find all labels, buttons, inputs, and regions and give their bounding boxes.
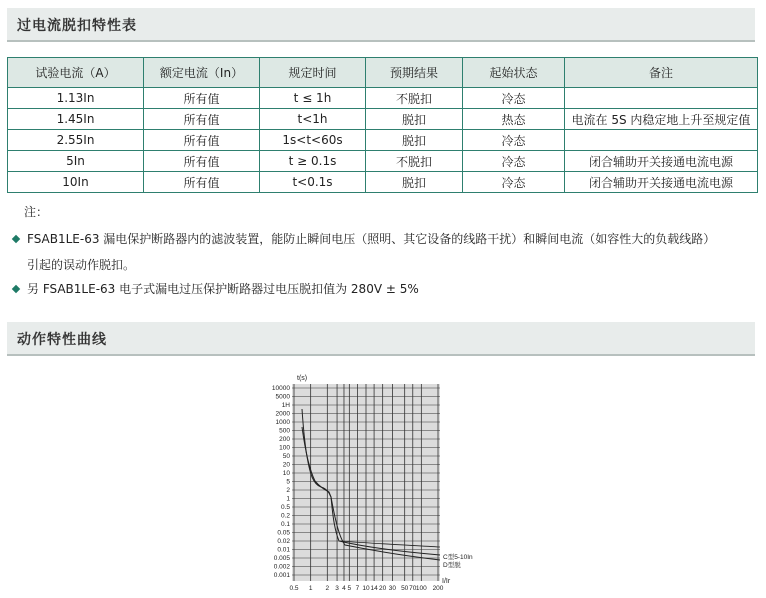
y-tick-label: 500 — [279, 427, 290, 435]
cell-time: t<0.1s — [260, 172, 366, 193]
x-tick-label: 7 — [355, 585, 360, 592]
y-axis-label: t(s) — [297, 375, 308, 382]
x-tick-label: 4 — [342, 585, 346, 592]
cell-remark — [565, 88, 758, 109]
x-axis-label: I/Ir — [442, 578, 451, 585]
x-tick-label: 20 — [379, 585, 387, 592]
cell-state: 冷态 — [463, 151, 565, 172]
section-header-operating-curve — [7, 322, 755, 356]
table-row — [8, 130, 758, 151]
col-header-test-current: 试验电流（A） — [8, 58, 144, 88]
col-header-rated-current: 额定电流（In） — [144, 58, 260, 88]
y-tick-label: 2 — [286, 487, 290, 494]
cell-state: 冷态 — [463, 130, 565, 151]
y-tick-label: 5 — [286, 478, 290, 486]
note-item-2 — [13, 280, 419, 297]
col-header-expected-result: 预期结果 — [366, 58, 463, 88]
cell-remark: 闭合辅助开关接通电流电源 — [565, 172, 758, 193]
col-header-remarks: 备注 — [565, 58, 758, 88]
y-tick-label: 0.001 — [273, 572, 290, 579]
cell-test-current: 1.13In — [8, 88, 144, 109]
note-item-1 — [13, 230, 715, 247]
cell-state: 冷态 — [463, 172, 565, 193]
y-tick-label: 2000 — [275, 410, 290, 418]
col-header-initial-state: 起始状态 — [463, 58, 565, 88]
section-title: 过电流脱扣特性表 — [17, 18, 137, 34]
x-tick-label: 70 — [409, 585, 417, 592]
y-tick-label: 1H — [281, 402, 290, 409]
cell-remark — [565, 130, 758, 151]
x-tick-label: 3 — [335, 585, 339, 592]
cell-time: t ≤ 1h — [260, 88, 366, 109]
table-row — [8, 109, 758, 130]
trip-characteristics-table — [7, 57, 758, 193]
operating-characteristic-chart — [255, 369, 505, 594]
table-header-row — [8, 58, 758, 88]
x-tick-label: 30 — [388, 585, 397, 592]
cell-test-current: 10In — [8, 172, 144, 193]
y-tick-label: 100 — [279, 444, 290, 452]
x-tick-label: 100 — [415, 585, 427, 592]
cell-state: 冷态 — [463, 88, 565, 109]
x-tick-label: 1 — [308, 585, 313, 592]
y-tick-label: 0.02 — [277, 538, 290, 545]
section-header-trip-characteristics — [7, 8, 755, 42]
notes-label: 注： — [24, 205, 49, 219]
x-tick-label: 5 — [347, 585, 352, 592]
x-tick-label: 200 — [432, 585, 444, 592]
note-item-2-text: 另 FSAB1LE-63 电子式漏电过压保护断路器过电压脱扣值为 280V ± 5% — [27, 282, 419, 296]
y-tick-label: 0.01 — [277, 546, 290, 554]
cell-test-current: 5In — [8, 151, 144, 172]
cell-rated-current: 所有值 — [144, 109, 260, 130]
diamond-bullet-icon — [12, 285, 20, 293]
cell-result: 脱扣 — [366, 172, 463, 193]
y-tick-label: 0.002 — [273, 563, 290, 571]
cell-result: 脱扣 — [366, 130, 463, 151]
y-tick-label: 50 — [282, 453, 290, 460]
y-tick-label: 10000 — [271, 385, 290, 392]
table-row — [8, 88, 758, 109]
y-tick-label: 10 — [282, 470, 290, 477]
y-tick-label: 0.05 — [277, 529, 290, 537]
y-tick-label: 0.1 — [280, 521, 290, 528]
y-tick-label: 5000 — [275, 393, 290, 401]
y-tick-label: 1000 — [275, 419, 290, 426]
x-tick-label: 14 — [370, 585, 378, 592]
cell-state: 热态 — [463, 109, 565, 130]
y-tick-label: 0.005 — [273, 555, 290, 562]
note-item-1-text: FSAB1LE-63 漏电保护断路器内的滤波装置，能防止瞬间电压（照明、其它设备的线路干扰）和瞬间电流（如容性大的负载线路） — [27, 232, 716, 246]
cell-rated-current: 所有值 — [144, 172, 260, 193]
x-tick-label: 0.5 — [289, 585, 299, 592]
cell-time: t ≥ 0.1s — [260, 151, 366, 172]
cell-test-current: 1.45In — [8, 109, 144, 130]
cell-rated-current: 所有值 — [144, 151, 260, 172]
cell-time: t<1h — [260, 109, 366, 130]
cell-rated-current: 所有值 — [144, 130, 260, 151]
y-tick-label: 20 — [282, 461, 290, 469]
cell-result: 不脱扣 — [366, 88, 463, 109]
y-tick-label: 200 — [279, 436, 290, 443]
cell-time: 1s<t<60s — [260, 130, 366, 151]
cell-rated-current: 所有值 — [144, 88, 260, 109]
y-tick-label: 0.2 — [280, 512, 290, 520]
table-row — [8, 172, 758, 193]
section-title: 动作特性曲线 — [17, 332, 107, 348]
y-tick-label: 0.5 — [280, 504, 290, 511]
x-axis-tick-labels — [289, 585, 443, 592]
cell-test-current: 2.55In — [8, 130, 144, 151]
y-tick-label: 1 — [286, 495, 290, 503]
cell-result: 不脱扣 — [366, 151, 463, 172]
x-tick-label: 2 — [325, 585, 330, 592]
legend-d-type: D型脱 — [443, 562, 461, 569]
table-row — [8, 151, 758, 172]
cell-remark: 电流在 5S 内稳定地上升至规定值 — [565, 109, 758, 130]
col-header-specified-time: 规定时间 — [260, 58, 366, 88]
cell-result: 脱扣 — [366, 109, 463, 130]
cell-remark: 闭合辅助开关接通电流电源 — [565, 151, 758, 172]
diamond-bullet-icon — [12, 235, 20, 243]
legend-c-type: C型5-10In — [443, 554, 473, 561]
note-item-1-continued: 引起的误动作脱扣。 — [27, 258, 136, 272]
y-axis-tick-labels — [272, 385, 290, 579]
x-tick-label: 50 — [401, 585, 409, 592]
x-tick-label: 10 — [362, 585, 370, 592]
